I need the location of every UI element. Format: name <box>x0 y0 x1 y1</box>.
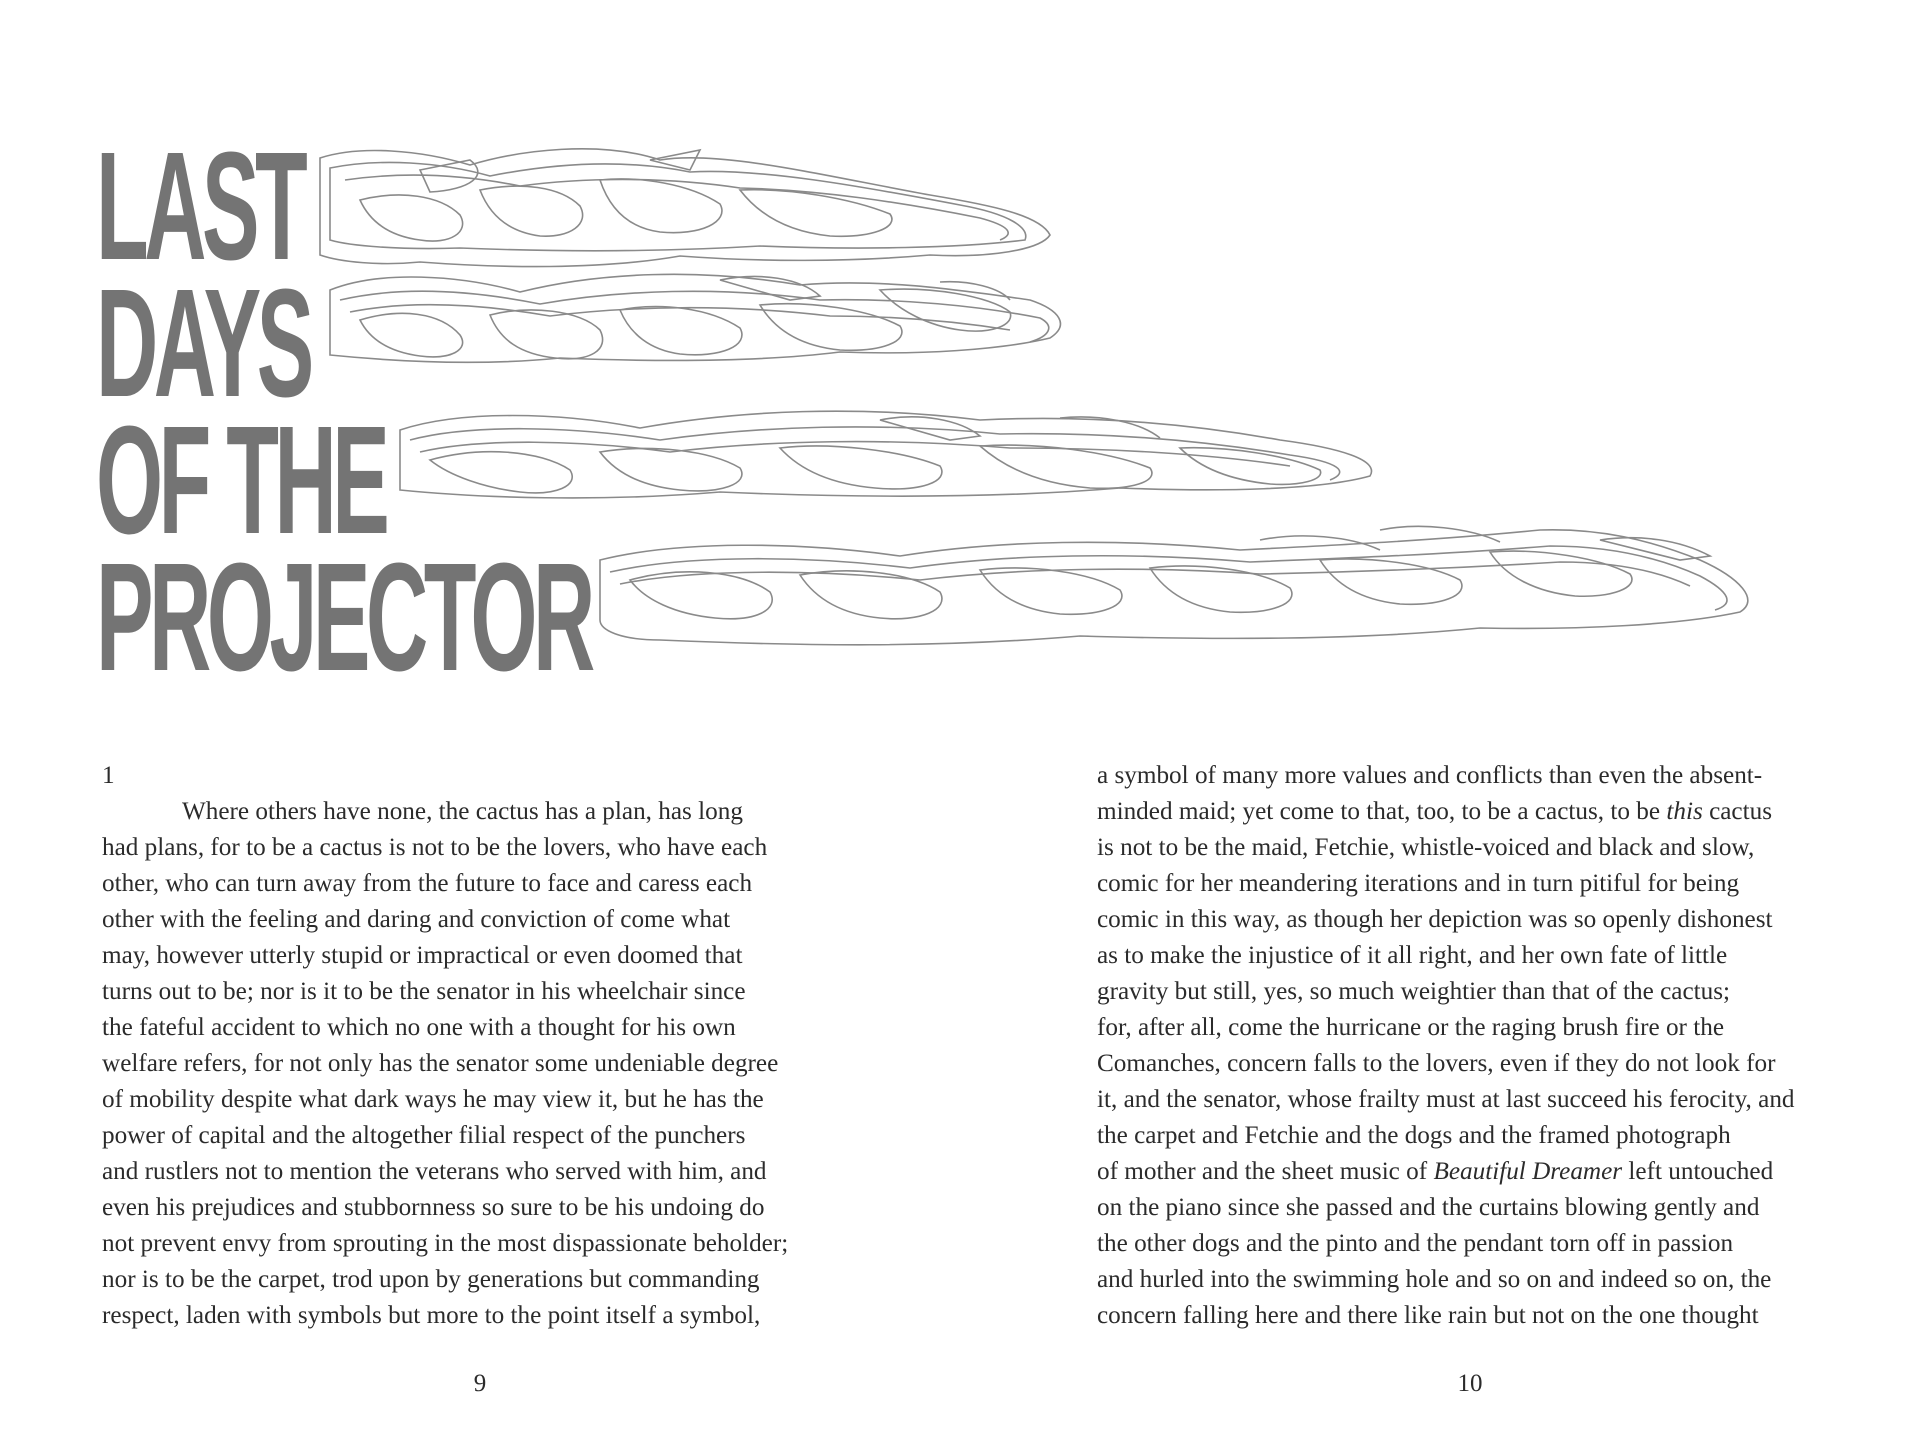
title-line-1: LAST <box>96 120 304 292</box>
title-line-2: DAYS <box>96 257 310 429</box>
text-line <box>1097 1154 1857 1190</box>
text-line: welfare refers, for not only has the senator some undeniable degree <box>102 1050 779 1077</box>
text-line: Where others have none, the cactus has a plan, has long <box>182 798 743 825</box>
title-block <box>96 120 716 703</box>
title-line-3: OF THE <box>96 394 386 566</box>
text-line: of mobility despite what dark ways he may view it, but he has the <box>102 1086 764 1113</box>
text-line: the other dogs and the pinto and the pendant torn off in passion <box>1097 1230 1734 1257</box>
text-segment: of mother and the sheet music of <box>1097 1158 1434 1185</box>
text-line: not prevent envy from sprouting in the most dispassionate beholder; <box>102 1230 789 1257</box>
text-line: the carpet and Fetchie and the dogs and the framed photograph <box>1097 1122 1731 1149</box>
text-line: and hurled into the swimming hole and so on and indeed so on, the <box>1097 1266 1772 1293</box>
text-line: comic in this way, as though her depiction was so openly dishonest <box>1097 906 1773 933</box>
text-line: other, who can turn away from the future to face and caress each <box>102 870 753 897</box>
text-line: concern falling here and there like rain but not on the one thought <box>1097 1302 1759 1329</box>
text-line: Comanches, concern falls to the lovers, even if they do not look for <box>1097 1050 1776 1077</box>
text-line: comic for her meandering iterations and in turn pitiful for being <box>1097 870 1740 897</box>
page-number-left: 9 <box>473 1370 487 1397</box>
title-line-4: PROJECTOR <box>96 531 591 703</box>
text-line: may, however utterly stupid or impractical or even doomed that <box>102 942 743 969</box>
text-line: a symbol of many more values and conflicts than even the absent- <box>1097 762 1763 789</box>
text-line: other with the feeling and daring and conviction of come what <box>102 906 731 933</box>
emphasis-text: this <box>1666 798 1703 825</box>
text-segment: minded maid; yet come to that, too, to be a cactus, to be <box>1097 798 1667 825</box>
page-number-right: 10 <box>1457 1370 1483 1397</box>
text-line: respect, laden with symbols but more to the point itself a symbol, <box>102 1302 761 1329</box>
text-line: is not to be the maid, Fetchie, whistle-voiced and black and slow, <box>1097 834 1755 861</box>
text-line: nor is to be the carpet, trod upon by generations but commanding <box>102 1266 760 1293</box>
right-page-text <box>1097 758 1857 1334</box>
text-segment: cactus <box>1702 798 1773 825</box>
text-line: had plans, for to be a cactus is not to be the lovers, who have each <box>102 834 768 861</box>
text-line: as to make the injustice of it all right, and her own fate of little <box>1097 942 1728 969</box>
section-number: 1 <box>102 762 115 789</box>
left-page-text <box>102 758 862 1334</box>
text-line: and rustlers not to mention the veterans who served with him, and <box>102 1158 767 1185</box>
emphasis-text: Beautiful Dreamer <box>1433 1158 1623 1185</box>
text-segment: left untouched <box>1622 1158 1774 1185</box>
text-line: for, after all, come the hurricane or the raging brush fire or the <box>1097 1014 1725 1041</box>
text-line: even his prejudices and stubbornness so sure to be his undoing do <box>102 1194 765 1221</box>
text-line: it, and the senator, whose frailty must at last succeed his ferocity, and <box>1097 1086 1795 1113</box>
text-line: the fateful accident to which no one with a thought for his own <box>102 1014 736 1041</box>
text-line: power of capital and the altogether filial respect of the punchers <box>102 1122 746 1149</box>
text-line: on the piano since she passed and the curtains blowing gently and <box>1097 1194 1760 1221</box>
text-line: gravity but still, yes, so much weightier than that of the cactus; <box>1097 978 1731 1005</box>
text-line <box>1097 794 1857 830</box>
text-line: turns out to be; nor is it to be the senator in his wheelchair since <box>102 978 746 1005</box>
